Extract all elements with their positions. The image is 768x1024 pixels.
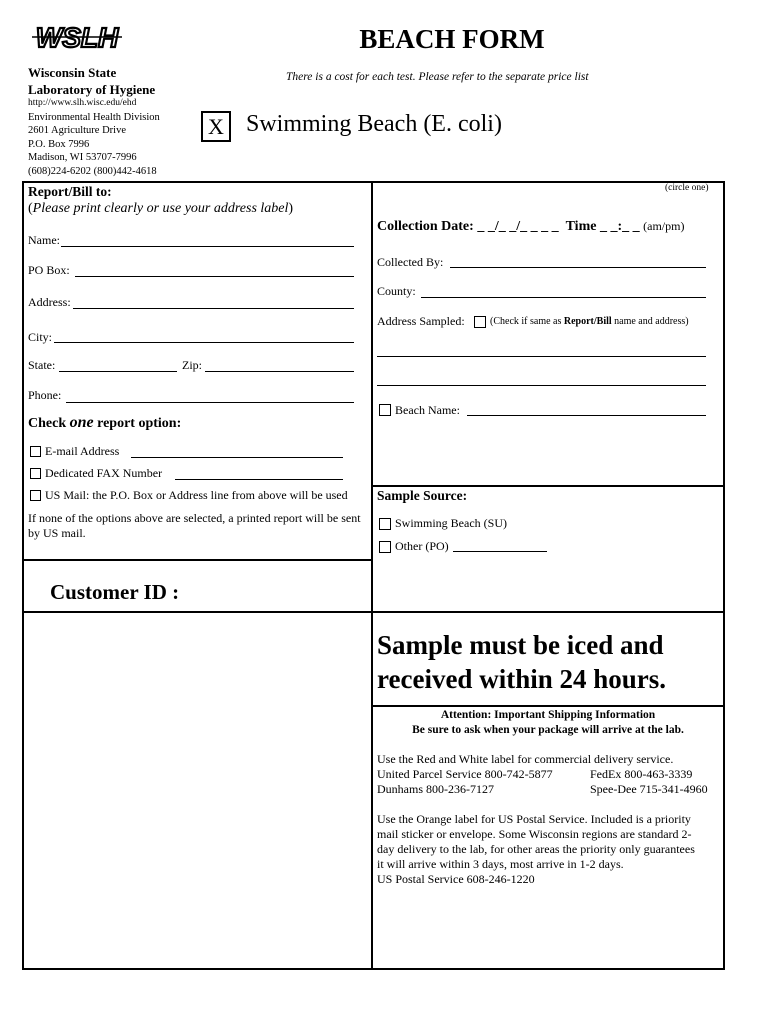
iced-notice: Sample must be iced and received within 24 hours. [377, 630, 666, 694]
email-label: E-mail Address [45, 444, 120, 458]
address-sampled-line-2[interactable] [377, 385, 706, 386]
other-label: Other (PO) [395, 539, 449, 553]
none-selected-note: If none of the options above are selected, a printed report will be sent by US mail. [28, 511, 361, 540]
test-checkbox[interactable]: X [201, 111, 231, 142]
county-label: County: [377, 284, 416, 298]
name-field[interactable] [61, 246, 354, 247]
usmail-label: US Mail: the P.O. Box or Address line from above will be used [45, 488, 348, 502]
usps-phone: US Postal Service 608-246-1220 [377, 872, 535, 886]
name-label: Name: [28, 233, 60, 247]
email-checkbox[interactable] [30, 446, 41, 457]
dunhams-phone: Dunhams 800-236-7127 [377, 782, 494, 796]
address-field[interactable] [73, 308, 354, 309]
pobox-label: PO Box: [28, 263, 70, 277]
report-option-heading: Check one report option: [28, 414, 182, 431]
phone-field[interactable] [66, 402, 354, 403]
same-address-note: (Check if same as Report/Bill name and address) [490, 316, 689, 327]
email-field[interactable] [131, 457, 343, 458]
test-name: Swimming Beach (E. coli) [246, 111, 502, 137]
fax-label: Dedicated FAX Number [45, 466, 163, 480]
cost-note: There is a cost for each test. Please refer to the separate price list [286, 71, 589, 83]
logo-text: WSLH [35, 22, 119, 52]
beach-name-checkbox[interactable] [379, 404, 391, 416]
lab-use-area [22, 611, 373, 970]
beach-name-field[interactable] [467, 415, 706, 416]
same-address-checkbox[interactable] [474, 316, 486, 328]
collected-by-field[interactable] [450, 267, 706, 268]
zip-field[interactable] [205, 371, 354, 372]
address-sampled-line-1[interactable] [377, 356, 706, 357]
other-field[interactable] [453, 551, 547, 552]
red-white-label-note: Use the Red and White label for commercial delivery service. [377, 752, 674, 766]
address-sampled-label: Address Sampled: [377, 314, 465, 328]
beach-name-label: Beach Name: [395, 403, 460, 417]
fax-field[interactable] [175, 479, 343, 480]
shipping-title: Attention: Important Shipping Information Be sure to ask when your package will arrive at the lab. [412, 709, 684, 736]
lab-contact-info: http://www.slh.wisc.edu/ehd Environmental Health Division 2601 Agriculture Drive P.O. Box 7996 Madison, WI 53707-7996 (608)224-6202 (800)442-4618 [28, 98, 160, 177]
zip-label: Zip: [182, 358, 202, 372]
orange-label-note: Use the Orange label for US Postal Service. Included is a priority mail sticker or envelope. Some Wisconsin regions are standard 2- day delivery to the lab, for other areas the priority only guarantees it will arrive within 3 days, most arrive in 1-2 days. US Postal Service 608-246-1220 [377, 812, 695, 886]
usmail-checkbox[interactable] [30, 490, 41, 501]
customer-id-label: Customer ID : [50, 580, 180, 604]
swimming-beach-label: Swimming Beach (SU) [395, 516, 507, 530]
collected-by-label: Collected By: [377, 255, 444, 269]
report-bill-heading: Report/Bill to: [28, 184, 112, 199]
county-field[interactable] [421, 297, 706, 298]
lab-name: Wisconsin State Laboratory of Hygiene [28, 65, 156, 97]
city-field[interactable] [54, 342, 354, 343]
speedee-phone: Spee-Dee 715-341-4960 [590, 782, 708, 796]
phone-label: Phone: [28, 388, 62, 402]
swimming-beach-checkbox[interactable] [379, 518, 391, 530]
other-checkbox[interactable] [379, 541, 391, 553]
sample-source-heading: Sample Source: [377, 488, 468, 503]
fax-checkbox[interactable] [30, 468, 41, 479]
circle-one-note: (circle one) [665, 183, 709, 193]
fedex-phone: FedEx 800-463-3339 [590, 767, 693, 781]
collection-date-row: Collection Date: _ _/_ _/_ _ _ _ Time _ _:_ _ (am/pm) [377, 219, 685, 234]
ups-phone: United Parcel Service 800-742-5877 [377, 767, 553, 781]
pobox-field[interactable] [75, 276, 354, 277]
form-title: BEACH FORM [359, 24, 545, 54]
address-label: Address: [28, 295, 71, 309]
city-label: City: [28, 330, 53, 344]
report-bill-subheading: (Please print clearly or use your address label) [28, 201, 294, 216]
state-field[interactable] [59, 371, 177, 372]
lab-url: http://www.slh.wisc.edu/ehd [28, 98, 137, 108]
state-label: State: [28, 358, 56, 372]
